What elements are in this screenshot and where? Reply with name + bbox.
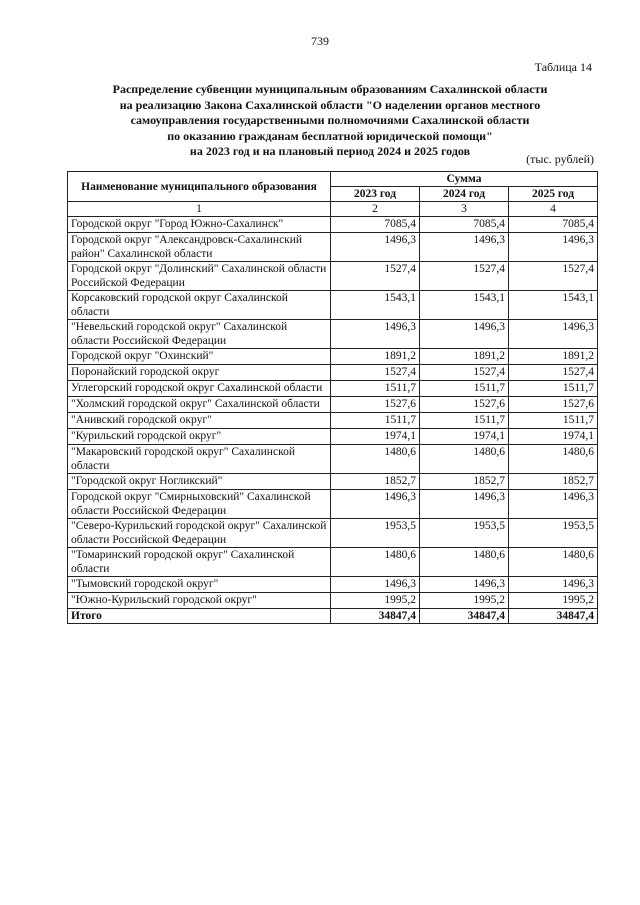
table-row (68, 519, 598, 548)
municipality-name: Городской округ "Смирныховский" Сахалинской области Российской Федерации (68, 490, 331, 519)
value-2024: 1496,3 (420, 490, 509, 519)
table-row (68, 548, 598, 577)
value-2023: 1995,2 (331, 593, 420, 609)
column-number: 4 (509, 202, 598, 217)
municipality-name: "Тымовский городской округ" (68, 577, 331, 593)
value-2023: 1496,3 (331, 233, 420, 262)
total-2023: 34847,4 (331, 609, 420, 624)
municipality-name: Городской округ "Город Южно-Сахалинск" (68, 217, 331, 233)
table-row (68, 365, 598, 381)
municipality-name: "Анивский городской округ" (68, 413, 331, 429)
table-label: Таблица 14 (534, 60, 592, 74)
table-row (68, 445, 598, 474)
table-body (68, 217, 598, 609)
value-2025: 7085,4 (509, 217, 598, 233)
column-number: 3 (420, 202, 509, 217)
municipality-name: "Северо-Курильский городской округ" Сахалинской области Российской Федерации (68, 519, 331, 548)
municipality-name: "Курильский городской округ" (68, 429, 331, 445)
value-2024: 1852,7 (420, 474, 509, 490)
value-2023: 1527,4 (331, 365, 420, 381)
value-2025: 1852,7 (509, 474, 598, 490)
header-year-2023: 2023 год (331, 187, 420, 202)
table-row (68, 577, 598, 593)
total-label: Итого (68, 609, 331, 624)
total-2025: 34847,4 (509, 609, 598, 624)
value-2025: 1480,6 (509, 548, 598, 577)
value-2024: 7085,4 (420, 217, 509, 233)
value-2025: 1527,6 (509, 397, 598, 413)
column-number: 1 (68, 202, 331, 217)
municipality-name: "Макаровский городской округ" Сахалинской области (68, 445, 331, 474)
municipality-name: Углегорский городской округ Сахалинской области (68, 381, 331, 397)
value-2023: 1511,7 (331, 381, 420, 397)
municipality-name: "Городской округ Ногликский" (68, 474, 331, 490)
value-2024: 1891,2 (420, 349, 509, 365)
value-2025: 1995,2 (509, 593, 598, 609)
value-2024: 1527,6 (420, 397, 509, 413)
value-2024: 1974,1 (420, 429, 509, 445)
table-row (68, 320, 598, 349)
column-number: 2 (331, 202, 420, 217)
table-row (68, 593, 598, 609)
value-2025: 1891,2 (509, 349, 598, 365)
table-row (68, 413, 598, 429)
value-2023: 1852,7 (331, 474, 420, 490)
total-row (68, 609, 598, 624)
value-2025: 1543,1 (509, 291, 598, 320)
municipality-name: Поронайский городской округ (68, 365, 331, 381)
value-2024: 1480,6 (420, 445, 509, 474)
value-2023: 1527,6 (331, 397, 420, 413)
title-line: по оказанию гражданам бесплатной юридической помощи" (167, 128, 493, 143)
title-line: на 2023 год и на плановый период 2024 и 2025 годов (189, 144, 471, 158)
municipality-name: "Невельский городской округ" Сахалинской области Российской Федерации (68, 320, 331, 349)
subvention-table (67, 171, 598, 624)
value-2024: 1496,3 (420, 577, 509, 593)
value-2024: 1543,1 (420, 291, 509, 320)
header-sum: Сумма (331, 172, 598, 187)
title-line: Распределение субвенции муниципальным образованиям Сахалинской области (112, 82, 548, 96)
municipality-name: "Южно-Курильский городской округ" (68, 593, 331, 609)
municipality-name: Городской округ "Александровск-Сахалинский район" Сахалинской области (68, 233, 331, 262)
document-title (60, 82, 600, 160)
municipality-name: Городской округ "Охинский" (68, 349, 331, 365)
page-number: 739 (311, 34, 329, 48)
value-2023: 1891,2 (331, 349, 420, 365)
value-2025: 1496,3 (509, 320, 598, 349)
header-municipality: Наименование муниципального образования (68, 172, 331, 202)
title-line: на реализацию Закона Сахалинской области "О наделении органов местного (119, 97, 541, 112)
units-label: (тыс. рублей) (526, 152, 594, 166)
value-2024: 1511,7 (420, 381, 509, 397)
table-row (68, 291, 598, 320)
value-2025: 1496,3 (509, 233, 598, 262)
value-2024: 1995,2 (420, 593, 509, 609)
title-line: самоуправления государственными полномочиями Сахалинской области (130, 113, 530, 127)
table-row (68, 490, 598, 519)
table-row (68, 397, 598, 413)
municipality-name: Городской округ "Долинский" Сахалинской области Российской Федерации (68, 262, 331, 291)
value-2023: 1543,1 (331, 291, 420, 320)
header-year-2024: 2024 год (420, 187, 509, 202)
table-row (68, 381, 598, 397)
municipality-name: Корсаковский городской округ Сахалинской области (68, 291, 331, 320)
value-2024: 1527,4 (420, 365, 509, 381)
value-2023: 1511,7 (331, 413, 420, 429)
value-2025: 1527,4 (509, 365, 598, 381)
table-row (68, 349, 598, 365)
value-2025: 1480,6 (509, 445, 598, 474)
value-2023: 1480,6 (331, 548, 420, 577)
value-2023: 1496,3 (331, 577, 420, 593)
value-2023: 1974,1 (331, 429, 420, 445)
table-row (68, 217, 598, 233)
value-2024: 1511,7 (420, 413, 509, 429)
table-row (68, 233, 598, 262)
value-2025: 1511,7 (509, 381, 598, 397)
value-2025: 1496,3 (509, 490, 598, 519)
table-row (68, 474, 598, 490)
value-2025: 1953,5 (509, 519, 598, 548)
value-2023: 1496,3 (331, 490, 420, 519)
value-2023: 1527,4 (331, 262, 420, 291)
value-2025: 1974,1 (509, 429, 598, 445)
municipality-name: "Томаринский городской округ" Сахалинской области (68, 548, 331, 577)
value-2024: 1953,5 (420, 519, 509, 548)
value-2024: 1496,3 (420, 233, 509, 262)
value-2025: 1511,7 (509, 413, 598, 429)
municipality-name: "Холмский городской округ" Сахалинской области (68, 397, 331, 413)
value-2025: 1527,4 (509, 262, 598, 291)
table-row (68, 429, 598, 445)
value-2023: 1480,6 (331, 445, 420, 474)
total-2024: 34847,4 (420, 609, 509, 624)
value-2025: 1496,3 (509, 577, 598, 593)
value-2024: 1480,6 (420, 548, 509, 577)
value-2024: 1527,4 (420, 262, 509, 291)
value-2024: 1496,3 (420, 320, 509, 349)
value-2023: 1496,3 (331, 320, 420, 349)
value-2023: 1953,5 (331, 519, 420, 548)
header-year-2025: 2025 год (509, 187, 598, 202)
table-row (68, 262, 598, 291)
value-2023: 7085,4 (331, 217, 420, 233)
